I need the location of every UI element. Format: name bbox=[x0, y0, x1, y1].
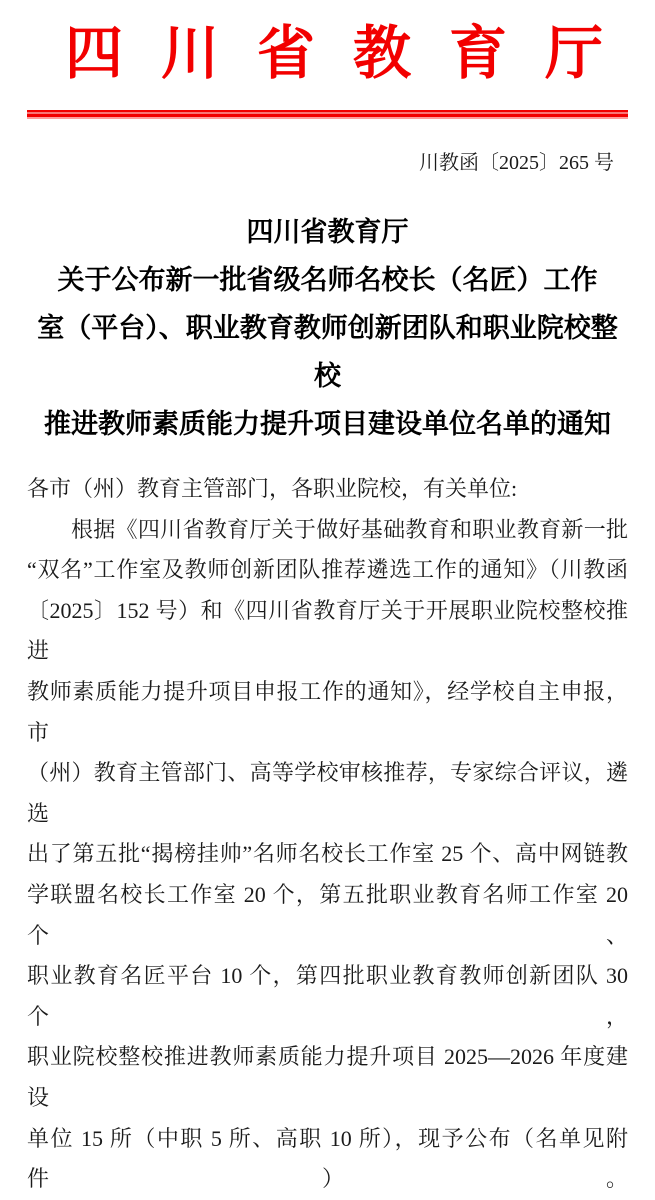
body-line: 学联盟名校长工作室 20 个，第五批职业教育名师工作室 20 个、 bbox=[27, 881, 628, 948]
body-line: 单位 15 所（中职 5 所、高职 10 所），现予公布（名单见附件）。 bbox=[27, 1125, 628, 1192]
title-line-3: 室（平台）、职业教育教师创新团队和职业院校整校 bbox=[37, 313, 618, 391]
title-line-4: 推进教师素质能力提升项目建设单位名单的通知 bbox=[44, 409, 611, 439]
body-line: （州）教育主管部门、高等学校审核推荐，专家综合评议，遴选 bbox=[27, 760, 628, 826]
body-line: 出了第五批“揭榜挂帅”名师名校长工作室 25 个、高中网链教 bbox=[27, 841, 628, 867]
salutation-line: 各市（州）教育主管部门，各职业院校，有关单位: bbox=[27, 476, 518, 501]
title-line-2: 关于公布新一批省级名师名校长（名匠）工作 bbox=[57, 265, 598, 295]
body-line: 教师素质能力提升项目申报工作的通知》，经学校自主申报，市 bbox=[27, 678, 628, 745]
document-reference-number: 川教函〔2025〕265 号 bbox=[419, 152, 614, 174]
body-line: 〔2025〕152 号）和《四川省教育厅关于开展职业院校整校推进 bbox=[27, 597, 628, 664]
body-line: 职业院校整校推进教师素质能力提升项目 2025—2026 年度建设 bbox=[27, 1044, 628, 1110]
body-line: 职业教育名匠平台 10 个，第四批职业教育教师创新团队 30 个， bbox=[27, 963, 628, 1029]
document-title bbox=[27, 208, 628, 448]
document-body bbox=[27, 469, 628, 1200]
title-line-1: 四川省教育厅 bbox=[246, 217, 409, 247]
body-line: “双名”工作室及教师创新团队推荐遴选工作的通知》（川教函 bbox=[27, 557, 628, 583]
letterhead-org-name: 四川省教育厅 bbox=[65, 21, 642, 86]
letterhead-divider-rule bbox=[27, 110, 628, 119]
body-line: 根据《四川省教育厅关于做好基础教育和职业教育新一批 bbox=[71, 516, 628, 542]
